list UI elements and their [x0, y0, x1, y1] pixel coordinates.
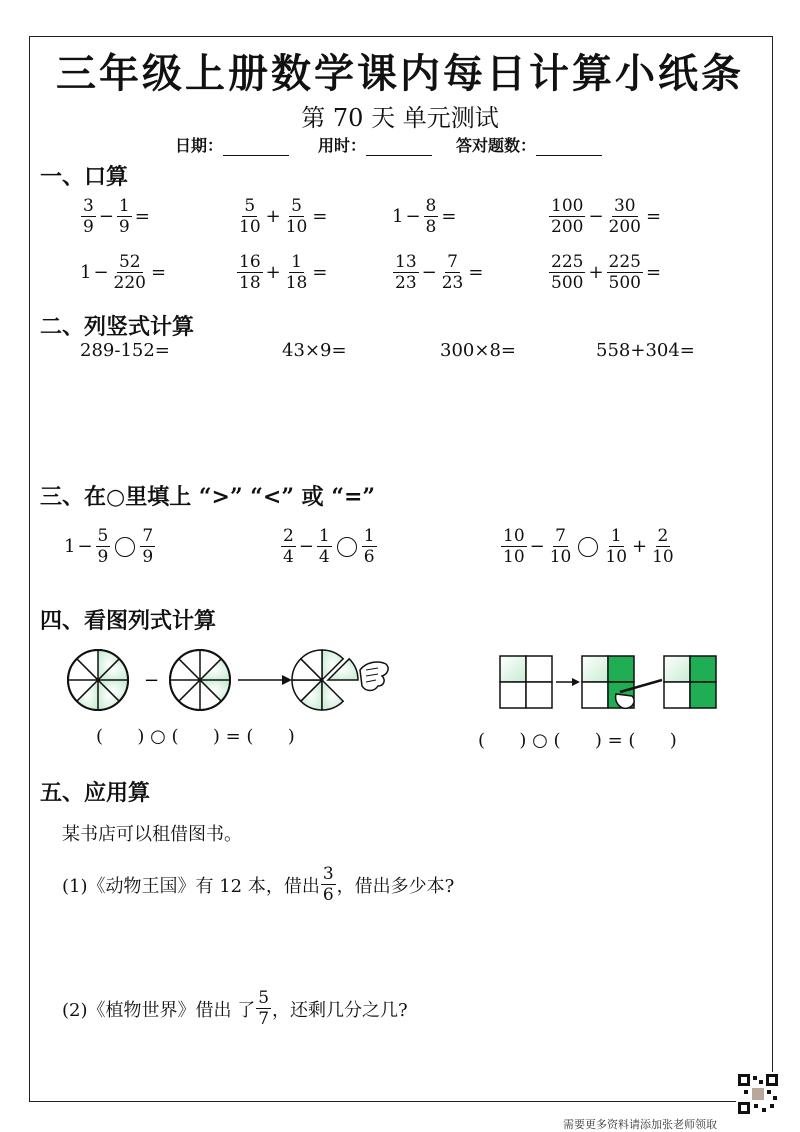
- oral-calc-item: $\frac{3}{9}$ − $\frac{1}{9}$ =: [83, 196, 150, 237]
- oral-calc-item: $\frac{5}{10}$ + $\frac{5}{10}$ =: [239, 196, 328, 237]
- arrow-icon: [556, 678, 580, 686]
- compare-circle[interactable]: [578, 537, 598, 557]
- vertical-calc-item: 300×8=: [440, 340, 516, 361]
- date-field: [175, 133, 289, 156]
- answer-blanks-right[interactable]: ( ) ○ ( ) = ( ): [478, 730, 677, 751]
- pie-diagram: [60, 640, 400, 722]
- section4-heading: 四、看图列式计算: [40, 608, 217, 634]
- oral-calc-item: $\frac{225}{500}$ + $\frac{225}{500}$ =: [551, 252, 662, 293]
- grid-diagram: [496, 652, 726, 714]
- section1-heading: 一、口算: [40, 164, 129, 190]
- hand-icon: [360, 662, 388, 691]
- oral-calc-item: 1 − $\frac{8}{8}$ =: [392, 196, 457, 237]
- time-field: [318, 133, 432, 156]
- oral-calc-item: $\frac{16}{18}$ + $\frac{1}{18}$ =: [239, 252, 328, 293]
- score-label: 答对题数：: [456, 136, 537, 155]
- problem-2: (2)《植物世界》借出 了 $\frac{5}{7}$ ，还剩几分之几?: [62, 988, 408, 1029]
- score-blank[interactable]: [536, 139, 602, 156]
- pie-circle-1: [68, 650, 128, 710]
- oral-calc-item: $\frac{13}{23}$ − $\frac{7}{23}$ =: [395, 252, 484, 293]
- oral-calc-item: $\frac{100}{200}$ − $\frac{30}{200}$ =: [551, 196, 662, 237]
- minus-sign: −: [144, 670, 160, 691]
- compare-circle[interactable]: [337, 537, 357, 557]
- vertical-calc-item: 43×9=: [282, 340, 347, 361]
- arrow-icon: [238, 675, 292, 685]
- footer-note: 需要更多资料请添加张老师领取: [563, 1118, 717, 1131]
- grid-square-1: [500, 656, 552, 708]
- oral-calc-item: 1 − $\frac{52}{220}$ =: [80, 252, 167, 293]
- pie-circle-2: [170, 650, 230, 710]
- pie-circle-3: [292, 650, 358, 710]
- score-field: [456, 133, 602, 156]
- page-subtitle: 第 70 天 单元测试: [301, 104, 499, 132]
- compare-item: $\frac{10}{10}$ − $\frac{7}{10}$ $\frac{1}{10}$ + $\frac{2}{10}$: [503, 526, 674, 567]
- date-label: 日期：: [175, 136, 224, 155]
- answer-blanks-left[interactable]: ( ) ○ ( ) = ( ): [96, 726, 295, 747]
- section2-heading: 二、列竖式计算: [40, 314, 195, 340]
- vertical-calc-item: 558+304=: [596, 340, 695, 361]
- grid-square-3: [664, 656, 716, 708]
- qr-code: [736, 1072, 780, 1116]
- time-blank[interactable]: [366, 139, 432, 156]
- problem-1: (1)《动物王国》有 12 本，借出 $\frac{3}{6}$ ，借出多少本?: [62, 864, 455, 905]
- date-blank[interactable]: [223, 139, 289, 156]
- time-label: 用时：: [318, 136, 367, 155]
- vertical-calc-item: 289-152=: [80, 340, 170, 361]
- compare-item: $\frac{2}{4}$ − $\frac{1}{4}$ $\frac{1}{6}$: [283, 526, 375, 567]
- page-title: 三年级上册数学课内每日计算小纸条: [56, 50, 744, 97]
- problem-intro: 某书店可以租借图书。: [62, 824, 242, 845]
- compare-item: 1 − $\frac{5}{9}$ $\frac{7}{9}$: [64, 526, 154, 567]
- section5-heading: 五、应用算: [40, 780, 151, 806]
- section3-heading: 三、在○里填上 “>” “<” 或 “=”: [40, 484, 376, 510]
- compare-circle[interactable]: [115, 537, 135, 557]
